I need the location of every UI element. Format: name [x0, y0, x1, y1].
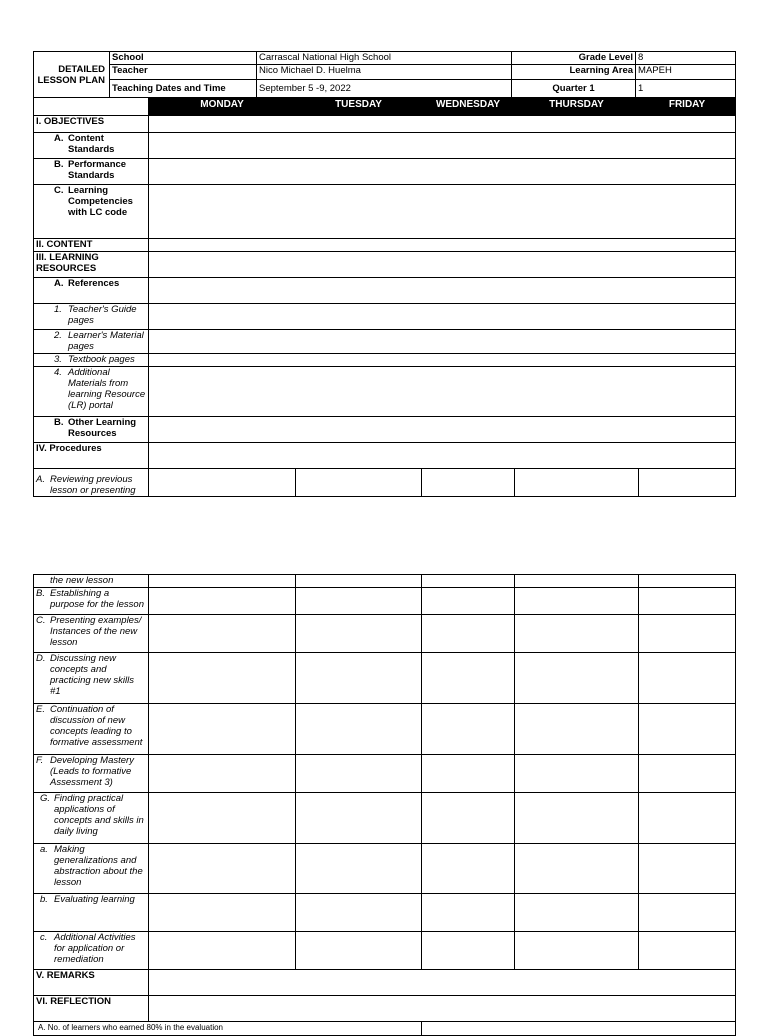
- proc-a-tuesday: [296, 469, 422, 497]
- proc-a-thursday: [515, 469, 639, 497]
- grade-level-value: 8: [636, 52, 736, 65]
- remarks-cell: [149, 970, 736, 996]
- proc-gc-label: Additional Activities for application or remediation: [54, 932, 136, 965]
- content-standards-label: Content Standards: [68, 133, 115, 155]
- learning-area-label: Learning Area: [512, 65, 636, 80]
- marker-3: 3.: [54, 354, 62, 365]
- learning-competencies-label: Learning Competencies with LC code: [68, 185, 133, 218]
- marker-c: C.: [54, 185, 64, 196]
- lesson-plan-page-1: [33, 51, 735, 497]
- quarter-label: Quarter 1: [512, 80, 636, 98]
- references-cell: [149, 278, 736, 304]
- day-header-wednesday: WEDNESDAY: [422, 98, 515, 116]
- day-header-blank: [34, 98, 149, 116]
- teachers-guide-cell: [149, 304, 736, 330]
- marker-1: 1.: [54, 304, 62, 315]
- proc-gb-label: Evaluating learning: [54, 894, 135, 905]
- teachers-guide-label: Teacher's Guide pages: [68, 304, 137, 326]
- doc-title: DETAILED LESSON PLAN: [34, 52, 110, 98]
- additional-materials-cell: [149, 367, 736, 417]
- grade-level-label: Grade Level: [512, 52, 636, 65]
- proc-d-label: Discussing new concepts and practicing new skills #1: [50, 653, 134, 697]
- procedures-heading: IV. Procedures: [34, 443, 149, 469]
- learning-resources-heading: III. LEARNING RESOURCES: [34, 252, 149, 278]
- proc-a-monday: [149, 469, 296, 497]
- proc-a-label: Reviewing previous lesson or presenting: [50, 474, 136, 496]
- additional-materials-label: Additional Materials from learning Resource (LR) portal: [68, 367, 146, 411]
- objectives-heading: I. OBJECTIVES: [34, 116, 149, 133]
- reflection-heading: VI. REFLECTION: [34, 996, 149, 1022]
- other-resources-cell: [149, 417, 736, 443]
- marker-proc-e: E.: [36, 704, 45, 715]
- teacher-label: Teacher: [110, 65, 257, 80]
- content-cell: [149, 239, 736, 252]
- proc-b-label: Establishing a purpose for the lesson: [50, 588, 145, 610]
- textbook-label: Textbook pages: [68, 354, 135, 365]
- proc-f-label: Developing Mastery (Leads to formative Assessment 3): [50, 755, 134, 788]
- marker-b: B.: [54, 159, 64, 170]
- performance-standards-label: Performance Standards: [68, 159, 127, 181]
- school-value: Carrascal National High School: [257, 52, 512, 65]
- proc-ga-label: Making generalizations and abstraction about the lesson: [54, 844, 143, 888]
- references-label: References: [68, 278, 120, 289]
- lesson-plan-page-2: [33, 574, 735, 1036]
- marker-proc-g: G.: [40, 793, 51, 804]
- marker-proc-a: A.: [36, 474, 45, 485]
- day-header-friday: FRIDAY: [639, 98, 736, 116]
- learning-area-value: MAPEH: [636, 65, 736, 80]
- school-label: School: [110, 52, 257, 65]
- dates-value: September 5 -9, 2022: [257, 80, 512, 98]
- lesson-plan-table-body: [33, 97, 736, 497]
- day-header-monday: MONDAY: [149, 98, 296, 116]
- proc-a-continued: the new lesson: [34, 575, 149, 588]
- marker-proc-f: F.: [36, 755, 44, 766]
- other-resources-label: Other Learning Resources: [68, 417, 137, 439]
- marker-proc-b: B.: [36, 588, 45, 599]
- proc-a-wednesday: [422, 469, 515, 497]
- marker-ref-a: A.: [54, 278, 64, 289]
- reflection-cell: [149, 996, 736, 1022]
- proc-e-label: Continuation of discussion of new concepts leading to formative assessment: [50, 704, 143, 748]
- learners-material-label: Learner's Material pages: [68, 330, 144, 352]
- marker-proc-gc: c.: [40, 932, 48, 943]
- marker-a: A.: [54, 133, 64, 144]
- textbook-cell: [149, 354, 736, 367]
- learning-resources-cell: [149, 252, 736, 278]
- proc-g-label: Finding practical applications of concepts and skills in daily living: [54, 793, 144, 837]
- reflection-item-a: A. No. of learners who earned 80% in the evaluation: [34, 1022, 422, 1036]
- day-header-thursday: THURSDAY: [515, 98, 639, 116]
- marker-proc-gb: b.: [40, 894, 48, 905]
- quarter-value: 1: [636, 80, 736, 98]
- content-standards-cell: [149, 133, 736, 159]
- procedures-table: [33, 574, 736, 1036]
- performance-standards-cell: [149, 159, 736, 185]
- day-header-tuesday: TUESDAY: [296, 98, 422, 116]
- objectives-cell: [149, 116, 736, 133]
- marker-4: 4.: [54, 367, 62, 378]
- learning-competencies-cell: [149, 185, 736, 239]
- marker-other-b: B.: [54, 417, 64, 428]
- proc-c-label: Presenting examples/ Instances of the new lesson: [50, 615, 142, 648]
- content-heading: II. CONTENT: [34, 239, 149, 252]
- proc-a-friday: [639, 469, 736, 497]
- marker-proc-d: D.: [36, 653, 46, 664]
- marker-proc-c: C.: [36, 615, 46, 626]
- remarks-heading: V. REMARKS: [34, 970, 149, 996]
- teacher-value: Nico Michael D. Huelma: [257, 65, 512, 80]
- marker-proc-ga: a.: [40, 844, 48, 855]
- lesson-plan-table-top: [33, 51, 736, 98]
- dates-label: Teaching Dates and Time: [110, 80, 257, 98]
- procedures-cell: [149, 443, 736, 469]
- marker-2: 2.: [54, 330, 62, 341]
- learners-material-cell: [149, 330, 736, 354]
